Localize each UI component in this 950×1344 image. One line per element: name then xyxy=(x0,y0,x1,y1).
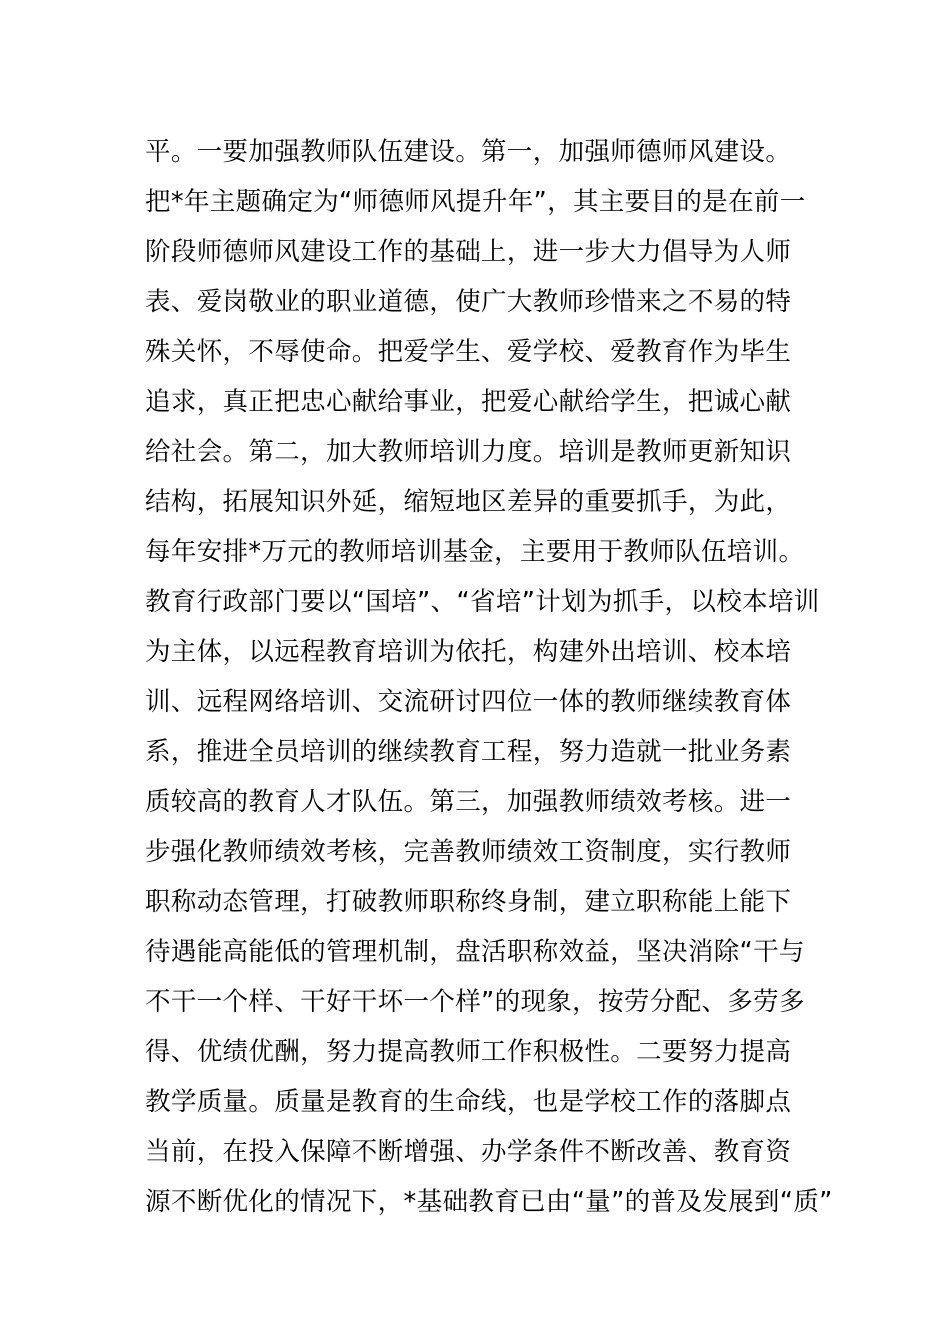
text-line-18: 不干一个样、干好干坏一个样”的现象，按劳分配、多劳多 xyxy=(145,987,805,1017)
text-line-8: 结构，拓展知识外延，缩短地区差异的重要抓手，为此， xyxy=(145,487,792,517)
text-line-20: 教学质量。质量是教育的生命线，也是学校工作的落脚点 xyxy=(145,1087,792,1117)
text-line-15: 步强化教师绩效考核，完善教师绩效工资制度，实行教师 xyxy=(145,837,792,867)
text-line-1: 平。一要加强教师队伍建设。第一，加强师德师风建设。 xyxy=(145,137,792,167)
text-line-16: 职称动态管理，打破教师职称终身制，建立职称能上能下 xyxy=(145,887,792,917)
text-line-14: 质较高的教育人才队伍。第三，加强教师绩效考核。进一 xyxy=(145,787,792,817)
text-line-19: 得、优绩优酬，努力提高教师工作积极性。二要努力提高 xyxy=(145,1037,792,1067)
text-line-17: 待遇能高能低的管理机制，盘活职称效益，坚决消除“干与 xyxy=(145,937,805,967)
text-line-6: 追求，真正把忠心献给事业，把爱心献给学生，把诚心献 xyxy=(145,387,792,417)
text-line-12: 训、远程网络培训、交流研讨四位一体的教师继续教育体 xyxy=(145,687,792,717)
text-line-3: 阶段师德师风建设工作的基础上，进一步大力倡导为人师 xyxy=(145,237,792,267)
text-line-21: 当前，在投入保障不断增强、办学条件不断改善、教育资 xyxy=(145,1137,792,1167)
text-line-7: 给社会。第二，加大教师培训力度。培训是教师更新知识 xyxy=(145,437,792,467)
body-text xyxy=(145,127,833,1227)
text-line-9: 每年安排*万元的教师培训基金，主要用于教师队伍培训。 xyxy=(145,537,805,567)
text-line-13: 系，推进全员培训的继续教育工程，努力造就一批业务素 xyxy=(145,737,792,767)
text-line-4: 表、爱岗敬业的职业道德，使广大教师珍惜来之不易的特 xyxy=(145,287,792,317)
text-line-2: 把*年主题确定为“师德师风提升年”，其主要目的是在前一 xyxy=(145,187,806,217)
text-line-11: 为主体，以远程教育培训为依托，构建外出培训、校本培 xyxy=(145,637,792,667)
text-line-10: 教育行政部门要以“国培”、“省培”计划为抓手，以校本培训 xyxy=(145,587,820,617)
text-line-5: 殊关怀，不辱使命。把爱学生、爱学校、爱教育作为毕生 xyxy=(145,337,792,367)
text-line-22: 源不断优化的情况下，*基础教育已由“量”的普及发展到“质” xyxy=(145,1187,833,1217)
